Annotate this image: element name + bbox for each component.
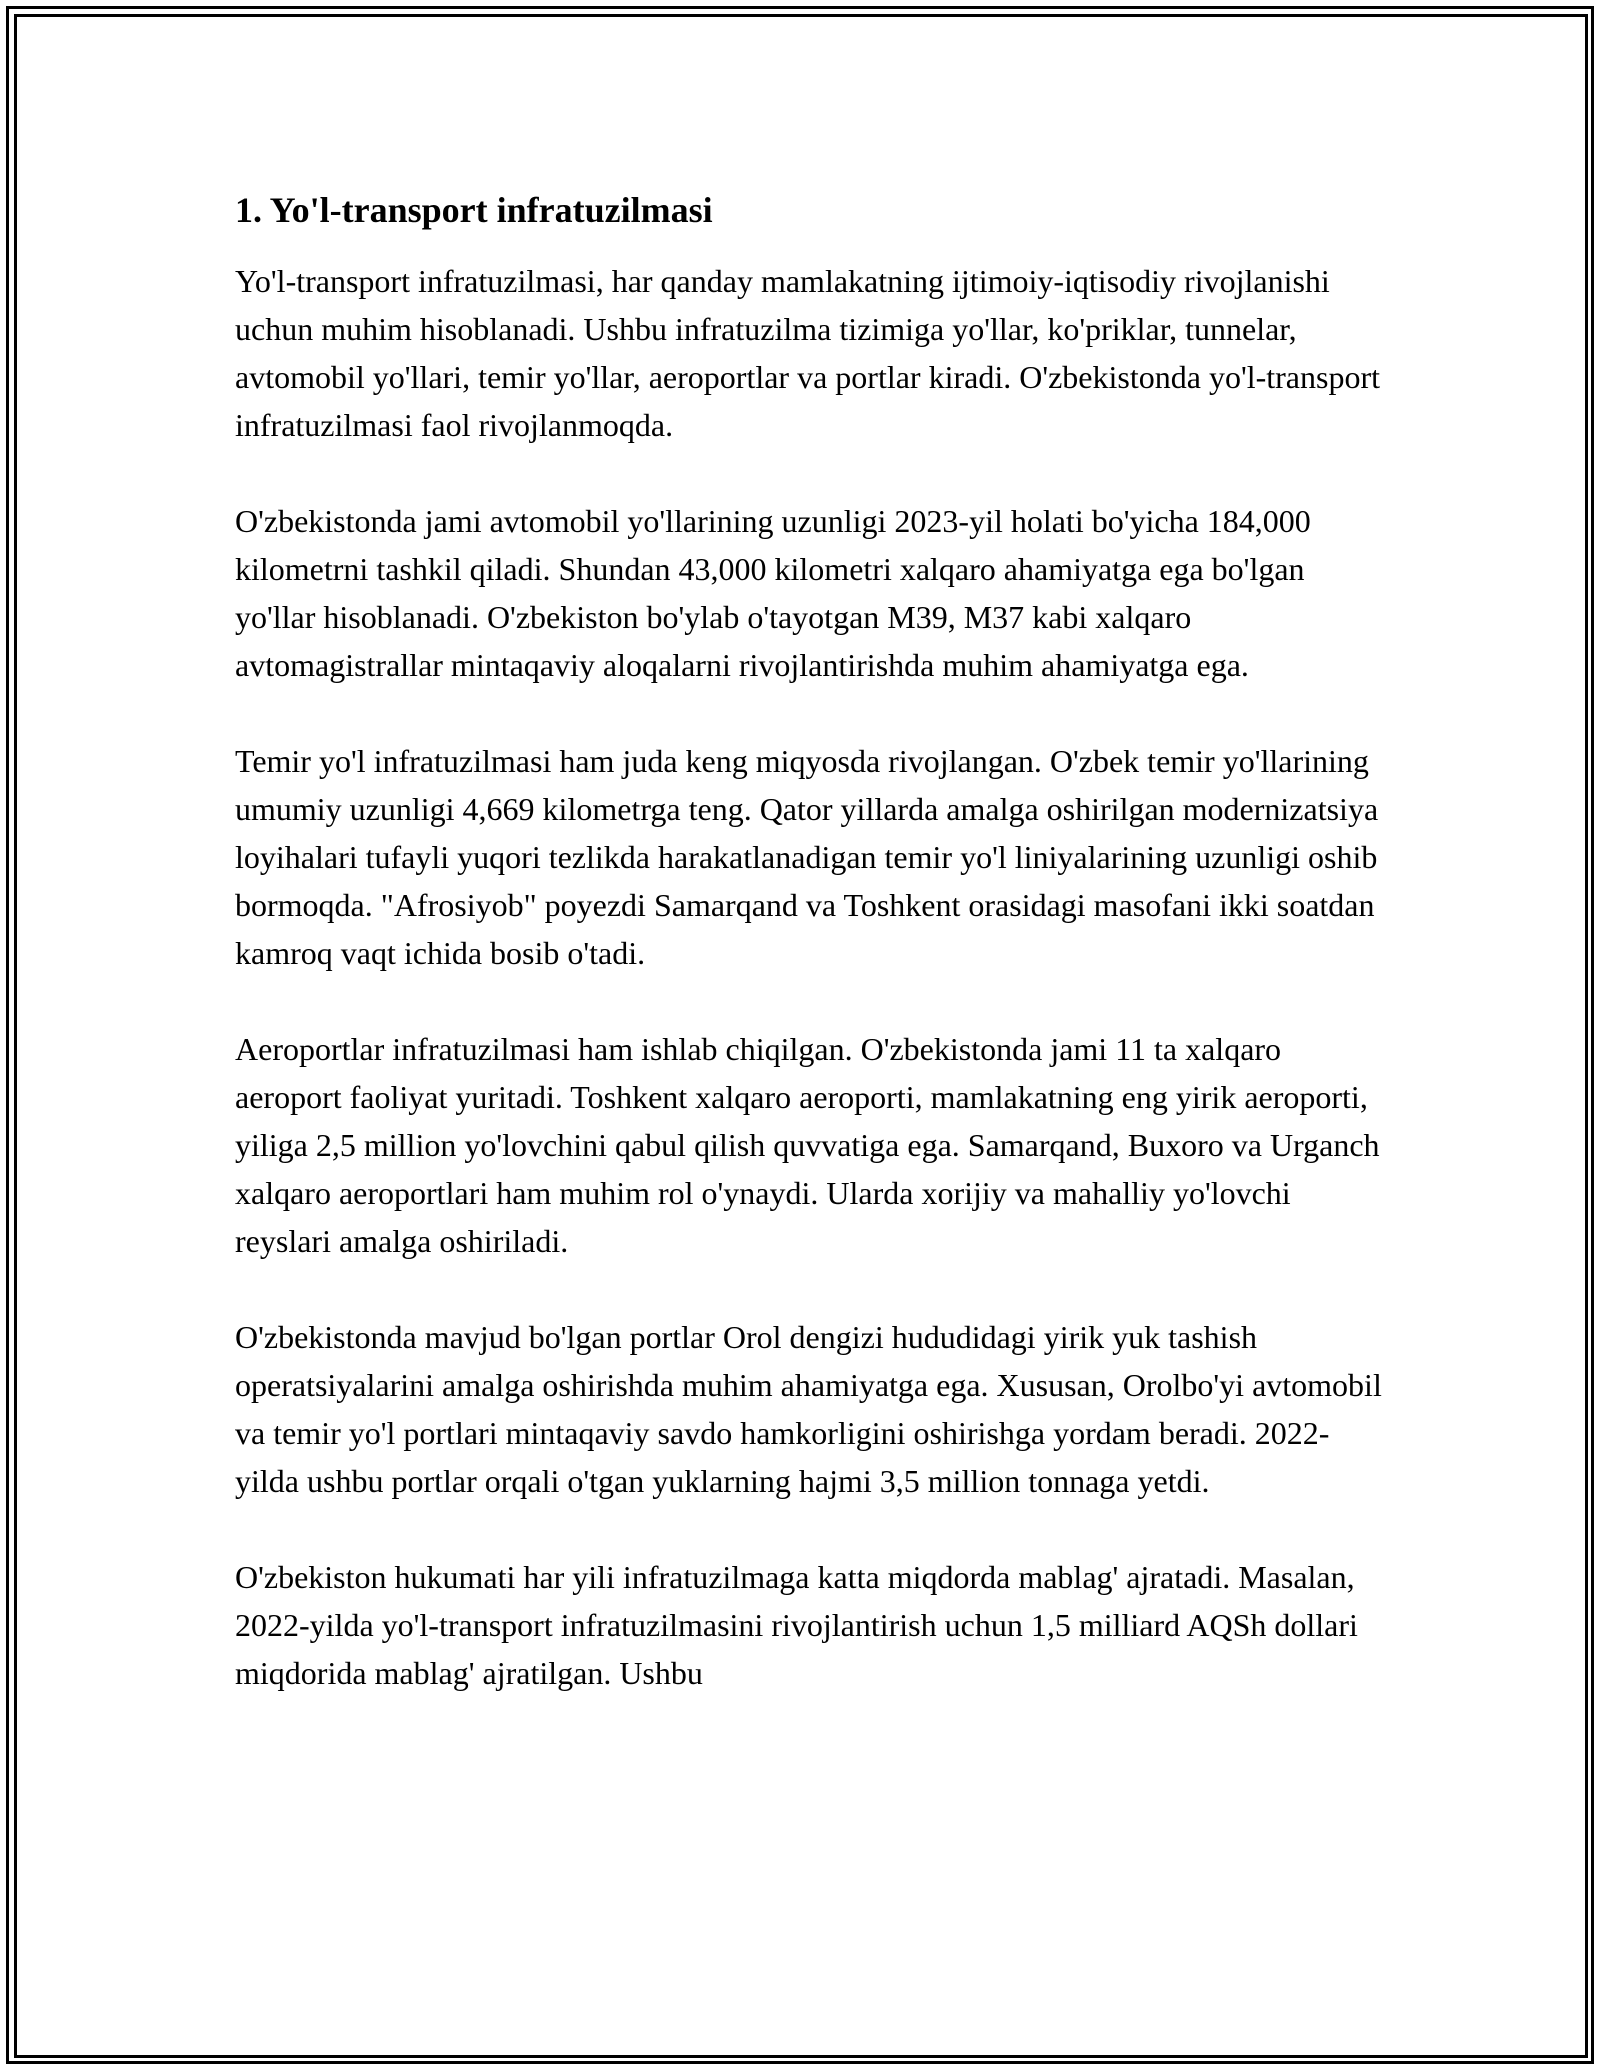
- paragraph-airports: Aeroportlar infratuzilmasi ham ishlab chiqilgan. O'zbekistonda jami 11 ta xalqaro aeroport faoliyat yuritadi. Toshkent xalqaro aeroporti, mamlakatning eng yirik aeroporti, yiliga 2,5 million yo'lovchini qabul qilish quvvatiga ega. Samarqand, Buxoro va Urganch xalqaro aeroportlari ham muhim rol o'ynaydi. Ularda xorijiy va mahalliy yo'lovchi reyslari amalga oshiriladi.: [235, 1031, 1380, 1259]
- document-body: [235, 185, 1385, 1745]
- paragraph-roads: O'zbekistonda jami avtomobil yo'llarining uzunligi 2023-yil holati bo'yicha 184,000 kilometrni tashkil qiladi. Shundan 43,000 kilometri xalqaro ahamiyatga ega bo'lgan yo'llar hisoblanadi. O'zbekiston bo'ylab o'tayotgan M39, M37 kabi xalqaro avtomagistrallar mintaqaviy aloqalarni rivojlantirishda muhim ahamiyatga ega.: [235, 503, 1311, 683]
- paragraph-funding: O'zbekiston hukumati har yili infratuzilmaga katta miqdorda mablag' ajratadi. Masalan, 2022-yilda yo'l-transport infratuzilmasini rivojlantirish uchun 1,5 milliard AQSh dollari miqdorida mablag' ajratilgan. Ushbu: [235, 1559, 1358, 1691]
- paragraph-intro: Yo'l-transport infratuzilmasi, har qanday mamlakatning ijtimoiy-iqtisodiy rivojlanishi uchun muhim hisoblanadi. Ushbu infratuzilma tizimiga yo'llar, ko'priklar, tunnelar, avtomobil yo'llari, temir yo'llar, aeroportlar va portlar kiradi. O'zbekistonda yo'l-transport infratuzilmasi faol rivojlanmoqda.: [235, 263, 1380, 443]
- section-heading: 1. Yo'l-transport infratuzilmasi: [235, 190, 713, 230]
- paragraph-ports: O'zbekistonda mavjud bo'lgan portlar Orol dengizi hududidagi yirik yuk tashish operatsiyalarini amalga oshirishda muhim ahamiyatga ega. Xususan, Orolbo'yi avtomobil va temir yo'l portlari mintaqaviy savdo hamkorligini oshirishga yordam beradi. 2022-yilda ushbu portlar orqali o'tgan yuklarning hajmi 3,5 million tonnaga yetdi.: [235, 1319, 1382, 1499]
- paragraph-railways: Temir yo'l infratuzilmasi ham juda keng miqyosda rivojlangan. O'zbek temir yo'llarining umumiy uzunligi 4,669 kilometrga teng. Qator yillarda amalga oshirilgan modernizatsiya loyihalari tufayli yuqori tezlikda harakatlanadigan temir yo'l liniyalarining uzunligi oshib bormoqda. "Afrosiyob" poyezdi Samarqand va Toshkent orasidagi masofani ikki soatdan kamroq vaqt ichida bosib o'tadi.: [235, 743, 1379, 971]
